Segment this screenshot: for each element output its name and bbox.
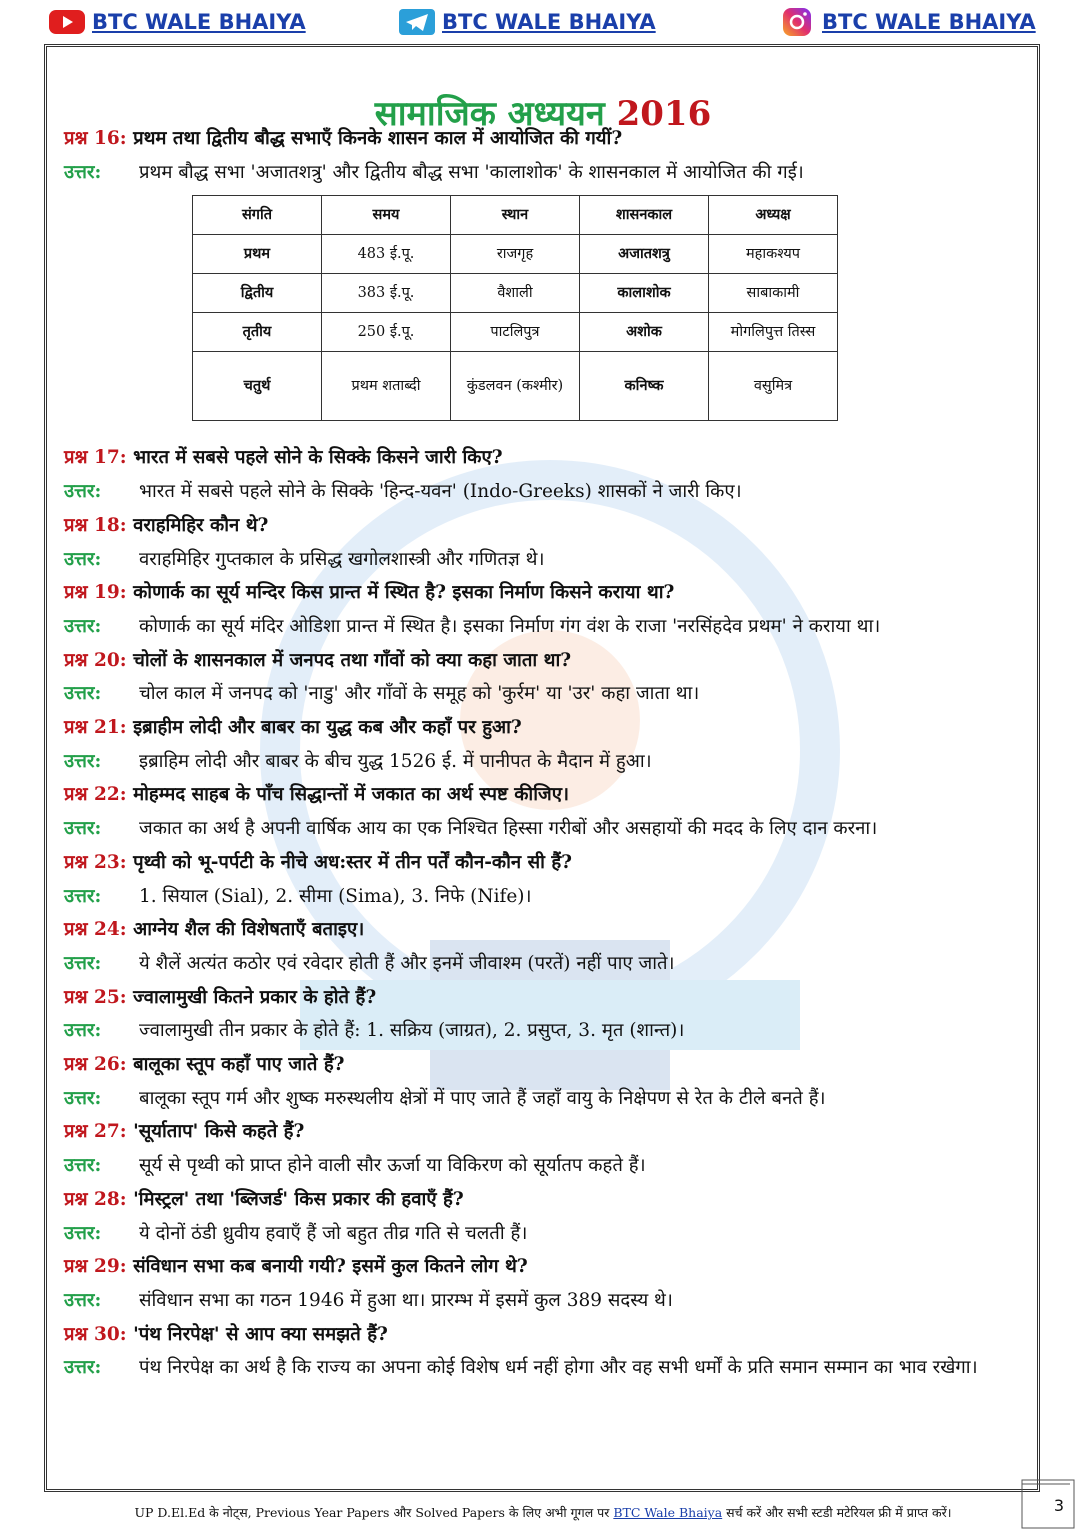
question-16 xyxy=(64,122,1024,156)
table-cell: महाकश्यप xyxy=(709,235,838,274)
qa-content xyxy=(64,122,1024,1385)
question-item xyxy=(64,913,1024,947)
answer-text: ये शैलें अत्यंत कठोर एवं रवेदार होती हैं और इनमें जीवाश्म (परतें) नहीं पाए जाते। xyxy=(139,952,675,974)
footer-text-before: UP D.El.Ed के नोट्स, Previous Year Papers और Solved Papers के लिए अभी गूगल पर xyxy=(134,1505,614,1520)
table-header: अध्यक्ष xyxy=(709,196,838,235)
answer-label: उत्तर: xyxy=(64,683,102,705)
title-text: सामाजिक अध्ययन xyxy=(374,93,605,134)
table-cell: पाटलिपुत्र xyxy=(451,313,580,352)
question-number: प्रश्न 28: xyxy=(64,1188,127,1210)
page-number: 3 xyxy=(1053,1496,1064,1515)
table-cell: साबाकामी xyxy=(709,274,838,313)
answer-item xyxy=(64,543,1024,577)
qa-list xyxy=(64,441,1024,1385)
youtube-label: BTC WALE BHAIYA xyxy=(92,10,306,34)
answer-text: प्रथम बौद्ध सभा 'अजातशत्रु' और द्वितीय बौद्ध सभा 'कालाशोक' के शासनकाल में आयोजित की गई। xyxy=(139,161,804,183)
answer-text: जकात का अर्थ है अपनी वार्षिक आय का एक निश्चित हिस्सा गरीबों और असहायों की मदद के लिए दान करना। xyxy=(139,818,878,840)
answer-label: उत्तर: xyxy=(64,1087,102,1109)
table-cell: द्वितीय xyxy=(193,274,322,313)
question-text: आग्नेय शैल की विशेषताएँ बताइए। xyxy=(133,919,365,941)
question-item xyxy=(64,846,1024,880)
table-cell: प्रथम शताब्दी xyxy=(322,352,451,421)
table-cell: वसुमित्र xyxy=(709,352,838,421)
question-text: बालूका स्तूप कहाँ पाए जाते हैं? xyxy=(133,1054,345,1076)
answer-item xyxy=(64,1217,1024,1251)
instagram-link[interactable] xyxy=(778,8,1036,36)
answer-text: बालूका स्तूप गर्म और शुष्क मरुस्थलीय क्षेत्रों में पाए जाते हैं जहाँ वायु के निक्षेपण से रेत के टीले बनते हैं। xyxy=(139,1087,826,1109)
question-item xyxy=(64,1183,1024,1217)
answer-label: उत्तर: xyxy=(64,1155,102,1177)
table-cell: कालाशोक xyxy=(580,274,709,313)
answer-item xyxy=(64,1082,1024,1116)
answer-item xyxy=(64,1014,1024,1048)
answer-item xyxy=(64,677,1024,711)
answer-label: उत्तर: xyxy=(64,481,102,503)
answer-item xyxy=(64,745,1024,779)
telegram-icon xyxy=(398,8,436,36)
table-cell: अशोक xyxy=(580,313,709,352)
table-row xyxy=(193,235,838,274)
table-row xyxy=(193,313,838,352)
answer-item xyxy=(64,1149,1024,1183)
answer-text: इब्राहिम लोदी और बाबर के बीच युद्ध 1526 ई. में पानीपत के मैदान में हुआ। xyxy=(139,750,652,772)
youtube-icon xyxy=(48,8,86,36)
question-text: कोणार्क का सूर्य मन्दिर किस प्रान्त में स्थित है? इसका निर्माण किसने कराया था? xyxy=(133,582,675,604)
answer-item xyxy=(64,1351,1024,1385)
table-row xyxy=(193,352,838,421)
telegram-link[interactable] xyxy=(398,8,656,36)
answer-item xyxy=(64,947,1024,981)
question-number: प्रश्न 23: xyxy=(64,851,127,873)
answer-label: उत्तर: xyxy=(64,1222,102,1244)
table-header: शासनकाल xyxy=(580,196,709,235)
telegram-label: BTC WALE BHAIYA xyxy=(442,10,656,34)
question-text: वराहमिहिर कौन थे? xyxy=(133,514,269,536)
question-number: प्रश्न 18: xyxy=(64,514,127,536)
table-row xyxy=(193,274,838,313)
table-header-row xyxy=(193,196,838,235)
answer-item xyxy=(64,475,1024,509)
question-number: प्रश्न 24: xyxy=(64,919,127,941)
question-text: 'सूर्याताप' किसे कहते हैं? xyxy=(133,1121,305,1143)
question-item xyxy=(64,981,1024,1015)
question-text: 'पंथ निरपेक्ष' से आप क्या समझते हैं? xyxy=(133,1323,388,1345)
table-cell: कनिष्क xyxy=(580,352,709,421)
table-cell: 483 ई.पू. xyxy=(322,235,451,274)
question-text: भारत में सबसे पहले सोने के सिक्के किसने जारी किए? xyxy=(133,447,503,469)
social-header xyxy=(0,0,1086,46)
question-item xyxy=(64,711,1024,745)
footer-link[interactable]: BTC Wale Bhaiya xyxy=(613,1505,723,1520)
answer-text: भारत में सबसे पहले सोने के सिक्के 'हिन्द-यवन' (Indo-Greeks) शासकों ने जारी किए। xyxy=(139,481,742,503)
page-corner-decoration xyxy=(1016,1476,1078,1532)
question-text: संविधान सभा कब बनायी गयी? इसमें कुल कितने लोग थे? xyxy=(133,1256,528,1278)
question-item xyxy=(64,1048,1024,1082)
question-number: प्रश्न 22: xyxy=(64,784,127,806)
question-item xyxy=(64,644,1024,678)
question-item xyxy=(64,1115,1024,1149)
table-cell: कुंडलवन (कश्मीर) xyxy=(451,352,580,421)
answer-label: उत्तर: xyxy=(64,750,102,772)
answer-text: ये दोनों ठंडी ध्रुवीय हवाएँ हैं जो बहुत तीव्र गति से चलती हैं। xyxy=(139,1222,528,1244)
table-cell: मोगलिपुत्त तिस्स xyxy=(709,313,838,352)
answer-item xyxy=(64,880,1024,914)
question-number: प्रश्न 21: xyxy=(64,717,127,739)
question-item xyxy=(64,576,1024,610)
answer-label: उत्तर: xyxy=(64,161,102,183)
table-cell: वैशाली xyxy=(451,274,580,313)
question-text: प्रथम तथा द्वितीय बौद्ध सभाएँ किनके शासन काल में आयोजित की गयीं? xyxy=(133,128,623,149)
answer-text: वराहमिहिर गुप्तकाल के प्रसिद्ध खगोलशास्त्री और गणितज्ञ थे। xyxy=(139,548,545,570)
instagram-label: BTC WALE BHAIYA xyxy=(822,10,1036,34)
table-cell: प्रथम xyxy=(193,235,322,274)
answer-item xyxy=(64,1284,1024,1318)
question-number: प्रश्न 20: xyxy=(64,649,127,671)
answer-label: उत्तर: xyxy=(64,885,102,907)
buddhist-council-table xyxy=(192,195,838,421)
question-number: प्रश्न 27: xyxy=(64,1121,127,1143)
table-cell: राजगृह xyxy=(451,235,580,274)
question-item xyxy=(64,778,1024,812)
table-cell: 383 ई.पू. xyxy=(322,274,451,313)
answer-item xyxy=(64,610,1024,644)
youtube-link[interactable] xyxy=(48,8,306,36)
answer-label: उत्तर: xyxy=(64,952,102,974)
footer-text-after: सर्च करें और सभी स्टडी मटेरियल फ्री में प्राप्त करें। xyxy=(722,1505,952,1520)
answer-label: उत्तर: xyxy=(64,1020,102,1042)
answer-label: उत्तर: xyxy=(64,548,102,570)
title-year: 2016 xyxy=(616,93,712,134)
table-cell: तृतीय xyxy=(193,313,322,352)
table-header: संगति xyxy=(193,196,322,235)
answer-16 xyxy=(64,156,1024,190)
question-text: इब्राहीम लोदी और बाबर का युद्ध कब और कहाँ पर हुआ? xyxy=(133,717,522,739)
question-number: प्रश्न 25: xyxy=(64,986,127,1008)
question-text: 'मिस्ट्रल' तथा 'ब्लिजर्ड' किस प्रकार की हवाएँ हैं? xyxy=(133,1188,464,1210)
answer-label: उत्तर: xyxy=(64,1357,102,1379)
table-header: समय xyxy=(322,196,451,235)
answer-text: कोणार्क का सूर्य मंदिर ओडिशा प्रान्त में स्थित है। इसका निर्माण गंग वंश के राजा 'नरसिंहदेव प्रथम' ने कराया था। xyxy=(139,615,881,637)
answer-text: सूर्य से पृथ्वी को प्राप्त होने वाली सौर ऊर्जा या विकिरण को सूर्यातप कहते हैं। xyxy=(139,1155,646,1177)
footer-note xyxy=(0,1504,1086,1521)
answer-label: उत्तर: xyxy=(64,1289,102,1311)
question-item xyxy=(64,1318,1024,1352)
question-number: प्रश्न 16: xyxy=(64,128,127,149)
answer-text: संविधान सभा का गठन 1946 में हुआ था। प्रारम्भ में इसमें कुल 389 सदस्य थे। xyxy=(139,1289,673,1311)
table-cell: 250 ई.पू. xyxy=(322,313,451,352)
answer-text: ज्वालामुखी तीन प्रकार के होते हैं: 1. सक्रिय (जाग्रत), 2. प्रसुप्त, 3. मृत (शान्त)। xyxy=(139,1020,685,1042)
question-text: चोलों के शासनकाल में जनपद तथा गाँवों को क्या कहा जाता था? xyxy=(133,649,572,671)
answer-text: चोल काल में जनपद को 'नाडु' और गाँवों के समूह को 'कुर्रम' या 'उर' कहा जाता था। xyxy=(139,683,700,705)
answer-label: उत्तर: xyxy=(64,615,102,637)
table-header: स्थान xyxy=(451,196,580,235)
question-number: प्रश्न 26: xyxy=(64,1054,127,1076)
question-item xyxy=(64,509,1024,543)
answer-text: पंथ निरपेक्ष का अर्थ है कि राज्य का अपना कोई विशेष धर्म नहीं होगा और वह सभी धर्मों के प्रति समान सम्मान का भाव रखेगा। xyxy=(139,1357,978,1379)
table-cell: चतुर्थ xyxy=(193,352,322,421)
instagram-icon xyxy=(778,8,816,36)
answer-item xyxy=(64,812,1024,846)
question-text: मोहम्मद साहब के पाँच सिद्धान्तों में जकात का अर्थ स्पष्ट कीजिए। xyxy=(133,784,569,806)
table-cell: अजातशत्रु xyxy=(580,235,709,274)
question-number: प्रश्न 29: xyxy=(64,1256,127,1278)
question-number: प्रश्न 30: xyxy=(64,1323,127,1345)
question-item xyxy=(64,441,1024,475)
answer-text: 1. सियाल (Sial), 2. सीमा (Sima), 3. निफे (Nife)। xyxy=(139,885,532,907)
question-text: पृथ्वी को भू-पर्पटी के नीचे अध:स्तर में तीन पर्तें कौन-कौन सी हैं? xyxy=(133,851,573,873)
question-text: ज्वालामुखी कितने प्रकार के होते हैं? xyxy=(133,986,377,1008)
question-item xyxy=(64,1250,1024,1284)
question-number: प्रश्न 19: xyxy=(64,582,127,604)
answer-label: उत्तर: xyxy=(64,818,102,840)
question-number: प्रश्न 17: xyxy=(64,447,127,469)
